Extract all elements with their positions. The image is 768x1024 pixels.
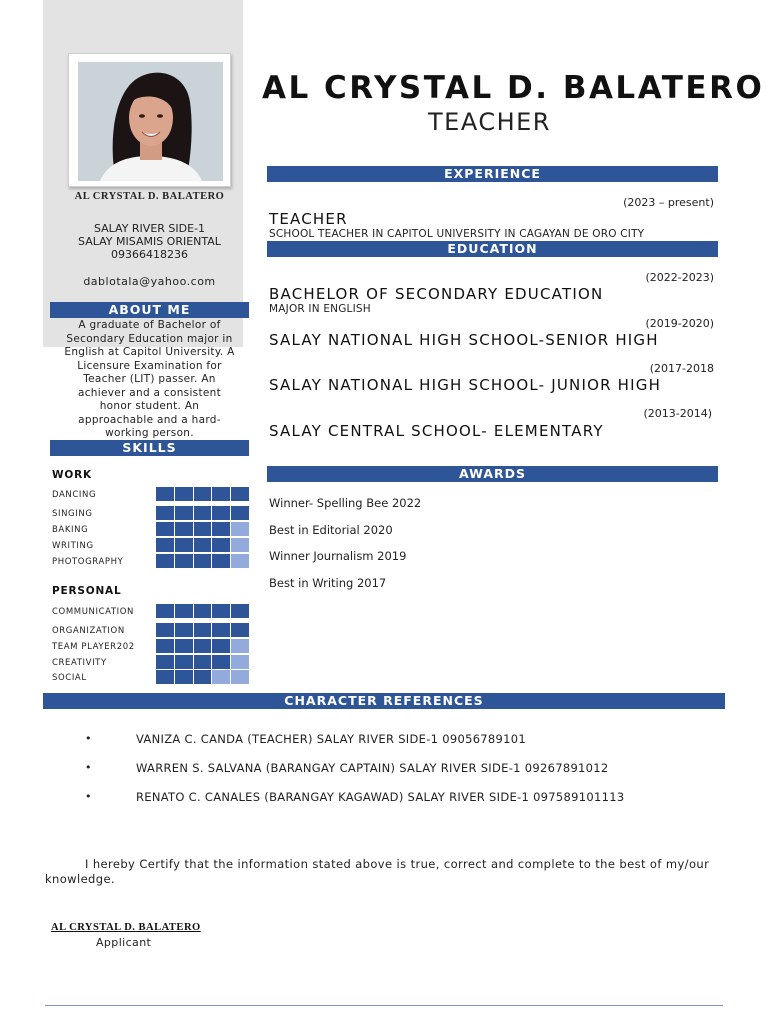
skill-level-block <box>156 538 174 552</box>
skill-level-block <box>194 623 212 637</box>
skill-level-meter <box>156 639 249 653</box>
skill-label: BAKING <box>52 525 89 535</box>
skill-level-block <box>231 487 249 501</box>
skill-label: SOCIAL <box>52 673 87 683</box>
skill-level-block <box>212 487 230 501</box>
skill-label: ORGANIZATION <box>52 626 125 636</box>
signer-name: AL CRYSTAL D. BALATERO <box>51 922 201 933</box>
skill-level-block <box>231 623 249 637</box>
skill-level-block <box>212 604 230 618</box>
skill-level-block <box>231 522 249 536</box>
skill-level-meter <box>156 604 249 618</box>
skill-level-block <box>212 670 230 684</box>
experience-heading: EXPERIENCE <box>267 166 718 182</box>
skill-level-block <box>231 538 249 552</box>
skill-level-meter <box>156 506 249 520</box>
sidebar-name: AL CRYSTAL D. BALATERO <box>74 191 225 202</box>
education-title: SALAY NATIONAL HIGH SCHOOL- JUNIOR HIGH <box>269 376 662 394</box>
reference-item: WARREN S. SALVANA (BARANGAY CAPTAIN) SALAY RIVER SIDE-1 09267891012 <box>136 761 609 775</box>
education-date: (2013-2014) <box>643 407 712 420</box>
skill-level-block <box>194 639 212 653</box>
skill-level-block <box>175 522 193 536</box>
skill-level-meter <box>156 538 249 552</box>
award-item: Winner- Spelling Bee 2022 <box>269 496 422 510</box>
experience-date: (2023 – present) <box>623 196 714 209</box>
skill-level-block <box>194 655 212 669</box>
skill-label: PHOTOGRAPHY <box>52 557 124 567</box>
email-address[interactable]: dablotala@yahoo.com <box>83 275 216 288</box>
skill-level-block <box>156 554 174 568</box>
about-me-text: A graduate of Bachelor of Secondary Education major in English at Capitol University. A Licensure Examination for Teacher (LIT) passer. An achiever and a consistent honor student. An approachable and a hard-working person. <box>64 319 235 439</box>
skill-level-block <box>175 655 193 669</box>
education-title: SALAY NATIONAL HIGH SCHOOL-SENIOR HIGH <box>269 331 659 349</box>
skill-level-block <box>175 554 193 568</box>
skill-level-block <box>231 639 249 653</box>
skill-level-block <box>175 604 193 618</box>
signer-role: Applicant <box>96 936 152 949</box>
skill-level-block <box>156 639 174 653</box>
skills-heading: SKILLS <box>50 440 249 456</box>
skill-level-block <box>212 639 230 653</box>
portrait-image <box>78 62 223 181</box>
skill-level-block <box>156 506 174 520</box>
skill-level-meter <box>156 487 249 501</box>
skill-level-block <box>212 522 230 536</box>
education-title: BACHELOR OF SECONDARY EDUCATION <box>269 285 604 303</box>
skill-level-block <box>156 623 174 637</box>
skill-level-block <box>231 604 249 618</box>
skill-level-block <box>231 506 249 520</box>
skill-label: SINGING <box>52 509 93 519</box>
education-major: MAJOR IN ENGLISH <box>269 303 371 315</box>
skill-label: COMMUNICATION <box>52 607 135 617</box>
skill-level-block <box>156 522 174 536</box>
certification-text: I hereby Certify that the information stated above is true, correct and complete to the best of my/our knowledge. <box>45 857 710 886</box>
skill-level-block <box>194 506 212 520</box>
skill-level-meter <box>156 554 249 568</box>
skill-level-block <box>231 655 249 669</box>
skill-level-block <box>194 487 212 501</box>
award-item: Best in Writing 2017 <box>269 576 387 590</box>
skill-level-block <box>156 670 174 684</box>
education-title: SALAY CENTRAL SCHOOL- ELEMENTARY <box>269 422 604 440</box>
reference-item: RENATO C. CANALES (BARANGAY KAGAWAD) SALAY RIVER SIDE-1 097589101113 <box>136 790 625 804</box>
skill-level-block <box>156 655 174 669</box>
address-line-1: SALAY RIVER SIDE-1 <box>93 222 206 235</box>
skill-level-block <box>212 506 230 520</box>
skill-level-block <box>194 670 212 684</box>
about-me-heading: ABOUT ME <box>50 302 249 318</box>
skill-level-block <box>212 623 230 637</box>
skill-level-block <box>175 639 193 653</box>
page-title: AL CRYSTAL D. BALATERO <box>262 70 765 106</box>
character-references-heading: CHARACTER REFERENCES <box>43 693 725 709</box>
reference-bullet: • <box>85 790 92 803</box>
skill-level-block <box>212 554 230 568</box>
experience-description: SCHOOL TEACHER IN CAPITOL UNIVERSITY IN CAGAYAN DE ORO CITY <box>269 228 645 240</box>
reference-bullet: • <box>85 761 92 774</box>
skill-label: CREATIVITY <box>52 658 107 668</box>
skill-level-block <box>175 623 193 637</box>
award-item: Winner Journalism 2019 <box>269 549 407 563</box>
reference-bullet: • <box>85 732 92 745</box>
personal-skills-heading: PERSONAL <box>52 585 122 597</box>
skill-level-block <box>194 604 212 618</box>
skill-level-meter <box>156 623 249 637</box>
education-date: (2019-2020) <box>645 317 714 330</box>
education-heading: EDUCATION <box>267 241 718 257</box>
skill-level-meter <box>156 670 249 684</box>
skill-level-block <box>175 670 193 684</box>
skill-level-block <box>175 538 193 552</box>
address-line-2: SALAY MISAMIS ORIENTAL <box>78 235 221 248</box>
skill-level-block <box>156 487 174 501</box>
skill-level-block <box>175 506 193 520</box>
skill-level-block <box>194 522 212 536</box>
skill-level-block <box>156 604 174 618</box>
skill-level-block <box>212 655 230 669</box>
skill-level-meter <box>156 522 249 536</box>
skill-label: WRITING <box>52 541 94 551</box>
footer-divider <box>45 1005 723 1006</box>
skill-level-block <box>194 538 212 552</box>
award-item: Best in Editorial 2020 <box>269 523 393 537</box>
skill-level-block <box>194 554 212 568</box>
reference-item: VANIZA C. CANDA (TEACHER) SALAY RIVER SIDE-1 09056789101 <box>136 732 527 746</box>
skill-label: DANCING <box>52 490 97 500</box>
skill-level-block <box>212 538 230 552</box>
phone-number: 09366418236 <box>111 248 188 261</box>
skill-level-block <box>231 554 249 568</box>
profile-photo <box>68 53 231 187</box>
page-subtitle: TEACHER <box>428 108 551 136</box>
experience-title: TEACHER <box>269 210 348 228</box>
skill-level-block <box>175 487 193 501</box>
education-date: (2022-2023) <box>645 271 714 284</box>
skill-label: TEAM PLAYER202 <box>52 642 135 652</box>
work-skills-heading: WORK <box>52 469 92 481</box>
skill-level-meter <box>156 655 249 669</box>
education-date: (2017-2018 <box>649 362 714 375</box>
awards-heading: AWARDS <box>267 466 718 482</box>
skill-level-block <box>231 670 249 684</box>
